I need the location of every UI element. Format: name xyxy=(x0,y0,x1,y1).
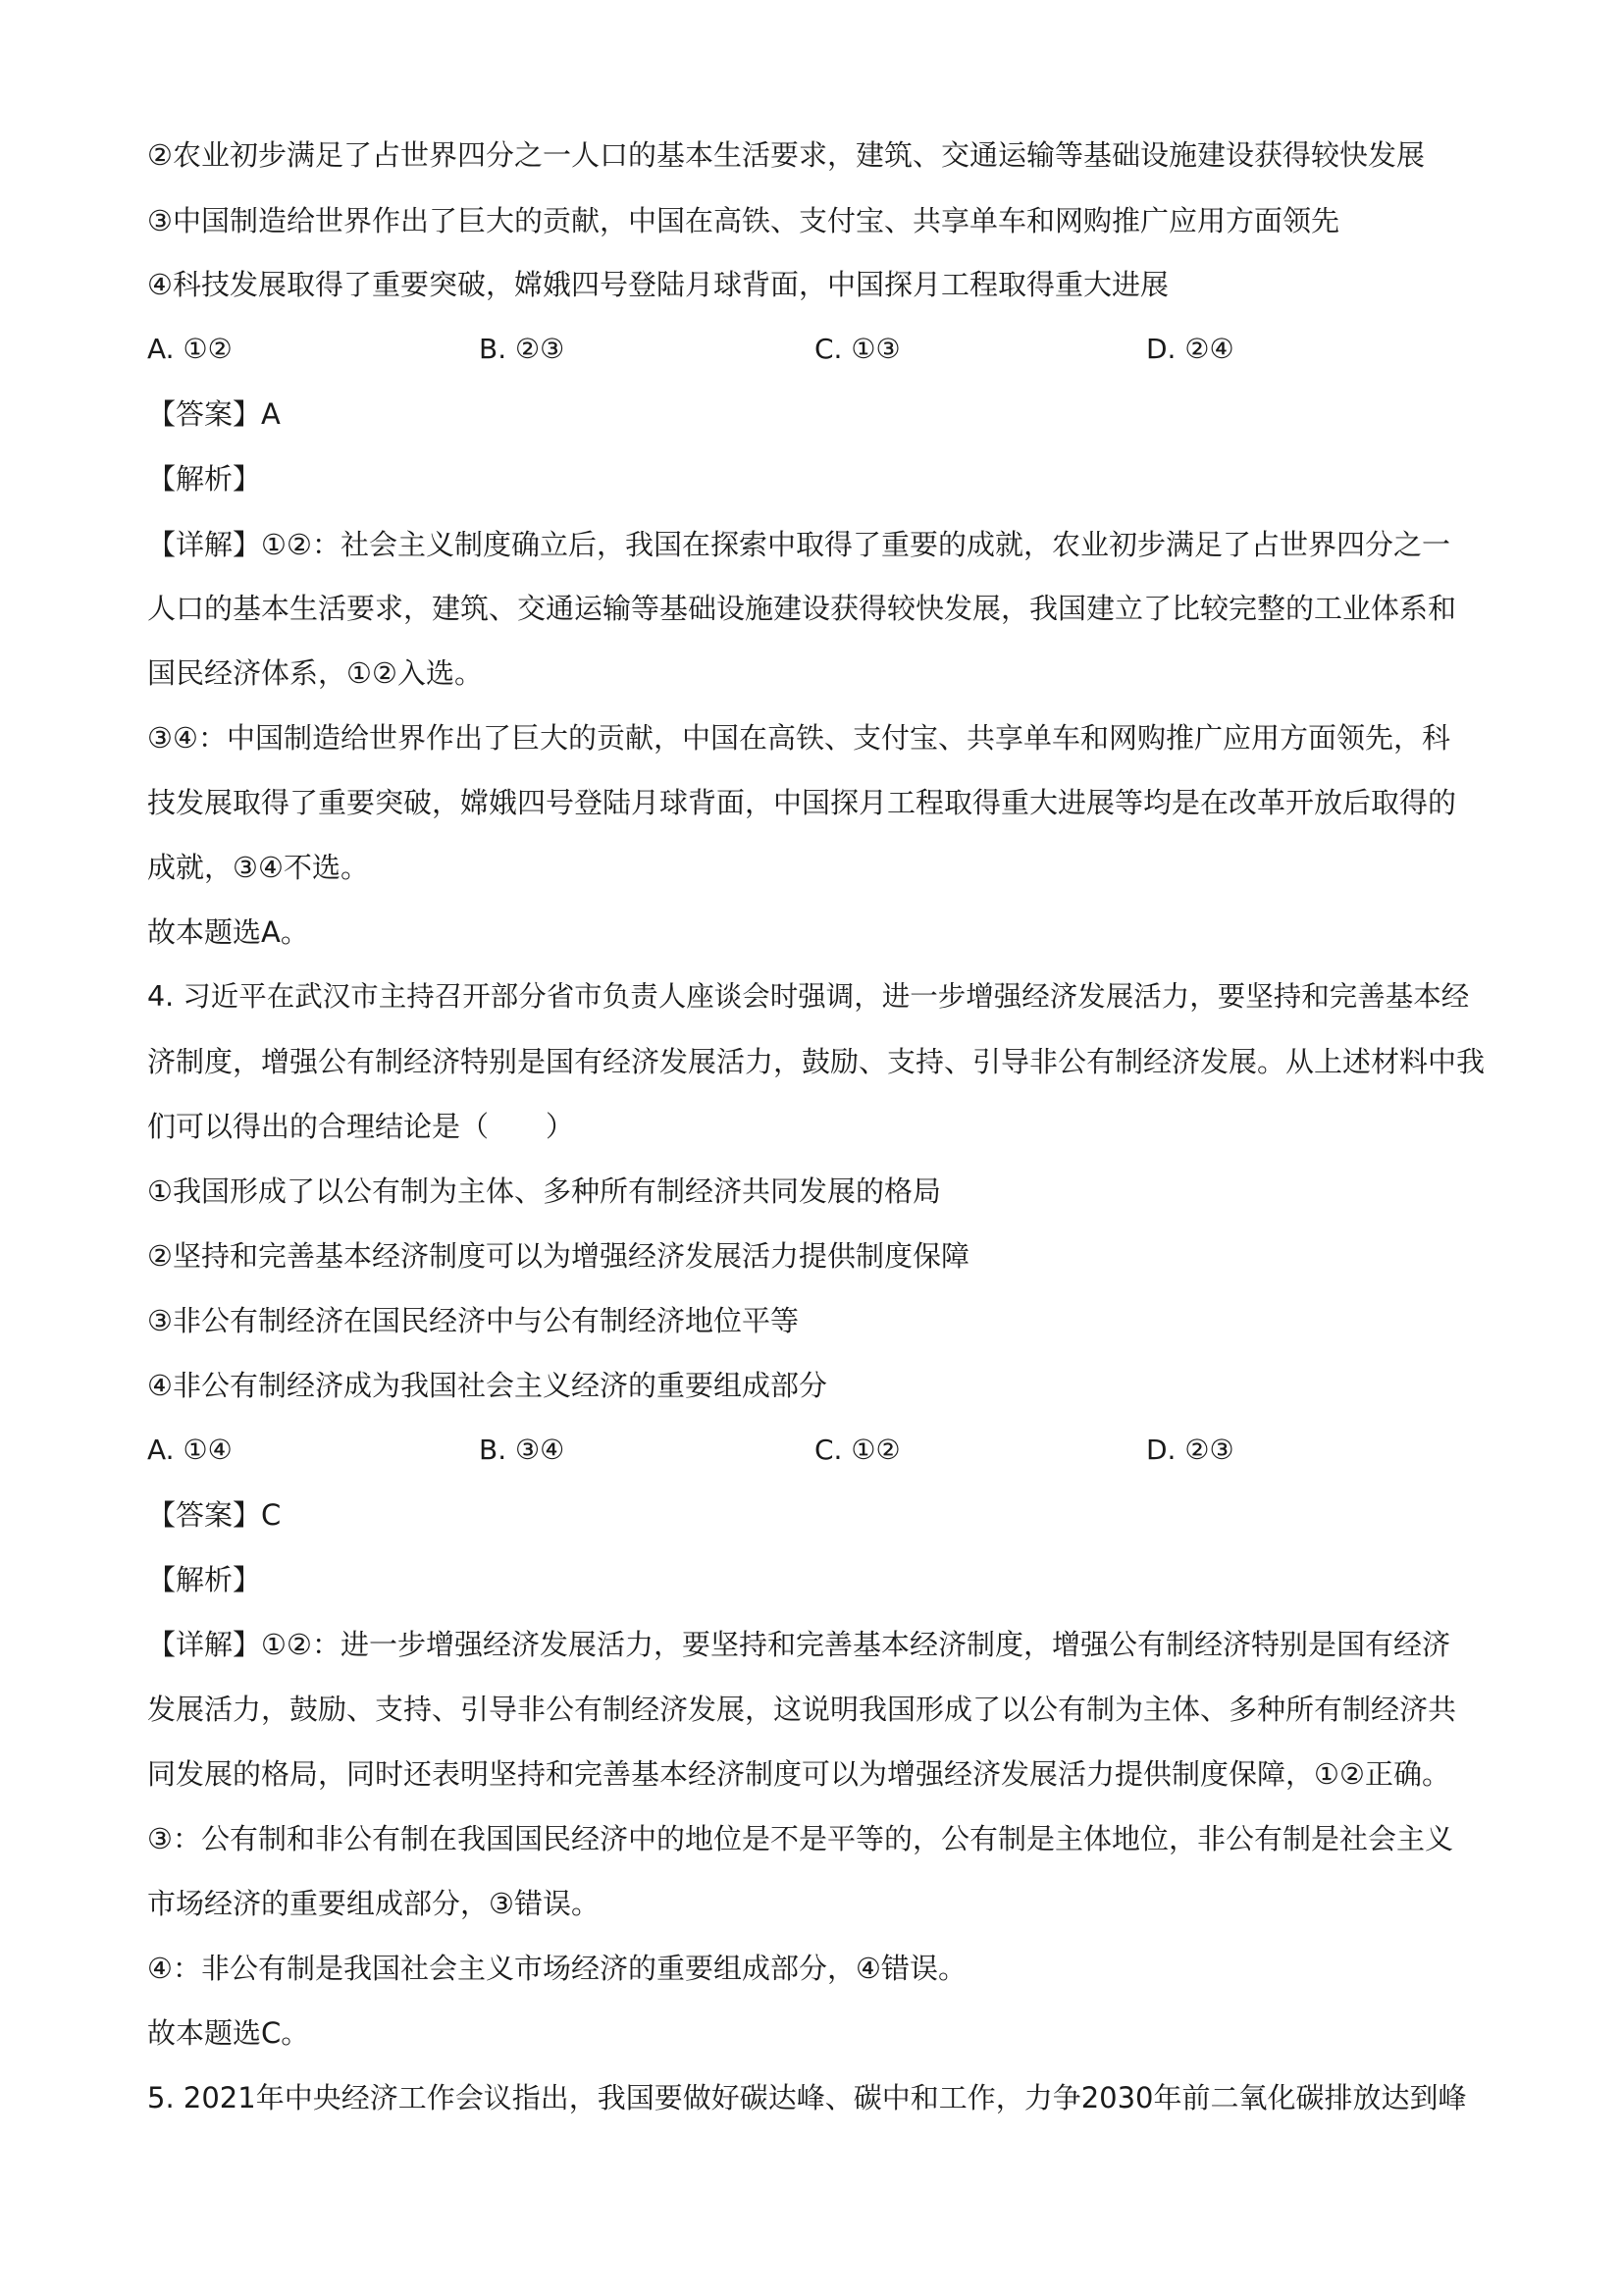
q4-statement-4: ④非公有制经济成为我国社会主义经济的重要组成部分 xyxy=(147,1369,827,1402)
q4-statement-1: ①我国形成了以公有制为主体、多种所有制经济共同发展的格局 xyxy=(147,1174,941,1208)
q3-option-d: D. ②④ xyxy=(1146,333,1234,365)
q3-conclusion: 故本题选A。 xyxy=(147,915,309,949)
q3-detail-line-1: 【详解】①②：社会主义制度确立后，我国在探索中取得了重要的成就，农业初步满足了占世界四分之一 xyxy=(147,528,1450,561)
q4-option-c: C. ①② xyxy=(814,1434,901,1466)
q3-option-c: C. ①③ xyxy=(814,333,901,365)
q3-statement-2: ②农业初步满足了占世界四分之一人口的基本生活要求，建筑、交通运输等基础设施建设获得较快发展 xyxy=(147,138,1425,172)
q4-detail-line-6: ④：非公有制是我国社会主义市场经济的重要组成部分，④错误。 xyxy=(147,1952,967,1985)
q3-answer: 【答案】A xyxy=(147,397,281,431)
q4-detail-line-5: 市场经济的重要组成部分，③错误。 xyxy=(147,1887,600,1920)
q4-stem-line-2: 济制度，增强公有制经济特别是国有经济发展活力，鼓励、支持、引导非公有制经济发展。从上述材料中我 xyxy=(147,1045,1486,1078)
q3-option-b: B. ②③ xyxy=(479,333,565,365)
q3-detail-line-3: 国民经济体系，①②入选。 xyxy=(147,656,483,690)
q4-option-d: D. ②③ xyxy=(1146,1434,1234,1466)
q4-stem-line-1: 4. 习近平在武汉市主持召开部分省市负责人座谈会时强调，进一步增强经济发展活力，要坚持和完善基本经 xyxy=(147,980,1470,1013)
q3-statement-3: ③中国制造给世界作出了巨大的贡献，中国在高铁、支付宝、共享单车和网购推广应用方面领先 xyxy=(147,204,1339,237)
q4-option-a: A. ①④ xyxy=(147,1434,233,1466)
q3-detail-line-5: 技发展取得了重要突破，嫦娥四号登陆月球背面，中国探月工程取得重大进展等均是在改革开放后取得的 xyxy=(147,786,1457,819)
q3-detail-line-4: ③④：中国制造给世界作出了巨大的贡献，中国在高铁、支付宝、共享单车和网购推广应用方面领先，科 xyxy=(147,721,1450,755)
q4-answer: 【答案】C xyxy=(147,1498,282,1532)
q3-option-a: A. ①② xyxy=(147,333,233,365)
q4-conclusion: 故本题选C。 xyxy=(147,2016,310,2050)
q4-detail-line-1: 【详解】①②：进一步增强经济发展活力，要坚持和完善基本经济制度，增强公有制经济特别是国有经济 xyxy=(147,1628,1450,1661)
q4-detail-line-3: 同发展的格局，同时还表明坚持和完善基本经济制度可以为增强经济发展活力提供制度保障，①②正确。 xyxy=(147,1757,1450,1791)
q4-detail-line-4: ③：公有制和非公有制在我国国民经济中的地位是不是平等的，公有制是主体地位，非公有制是社会主义 xyxy=(147,1822,1454,1855)
q3-analysis-label: 【解析】 xyxy=(147,462,262,496)
q4-detail-line-2: 发展活力，鼓励、支持、引导非公有制经济发展，这说明我国形成了以公有制为主体、多种所有制经济共 xyxy=(147,1693,1457,1726)
q3-statement-4: ④科技发展取得了重要突破，嫦娥四号登陆月球背面，中国探月工程取得重大进展 xyxy=(147,268,1169,301)
q3-detail-line-6: 成就，③④不选。 xyxy=(147,851,369,884)
q4-option-b: B. ③④ xyxy=(479,1434,565,1466)
q4-analysis-label: 【解析】 xyxy=(147,1563,262,1596)
q3-detail-line-2: 人口的基本生活要求，建筑、交通运输等基础设施建设获得较快发展，我国建立了比较完整的工业体系和 xyxy=(147,592,1457,625)
q5-stem-line-1: 5. 2021年中央经济工作会议指出，我国要做好碳达峰、碳中和工作，力争2030年前二氧化碳排放达到峰 xyxy=(147,2081,1467,2114)
q4-statement-2: ②坚持和完善基本经济制度可以为增强经济发展活力提供制度保障 xyxy=(147,1239,969,1273)
q4-stem-line-3: 们可以得出的合理结论是（ ） xyxy=(147,1110,575,1143)
q4-statement-3: ③非公有制经济在国民经济中与公有制经济地位平等 xyxy=(147,1304,799,1337)
